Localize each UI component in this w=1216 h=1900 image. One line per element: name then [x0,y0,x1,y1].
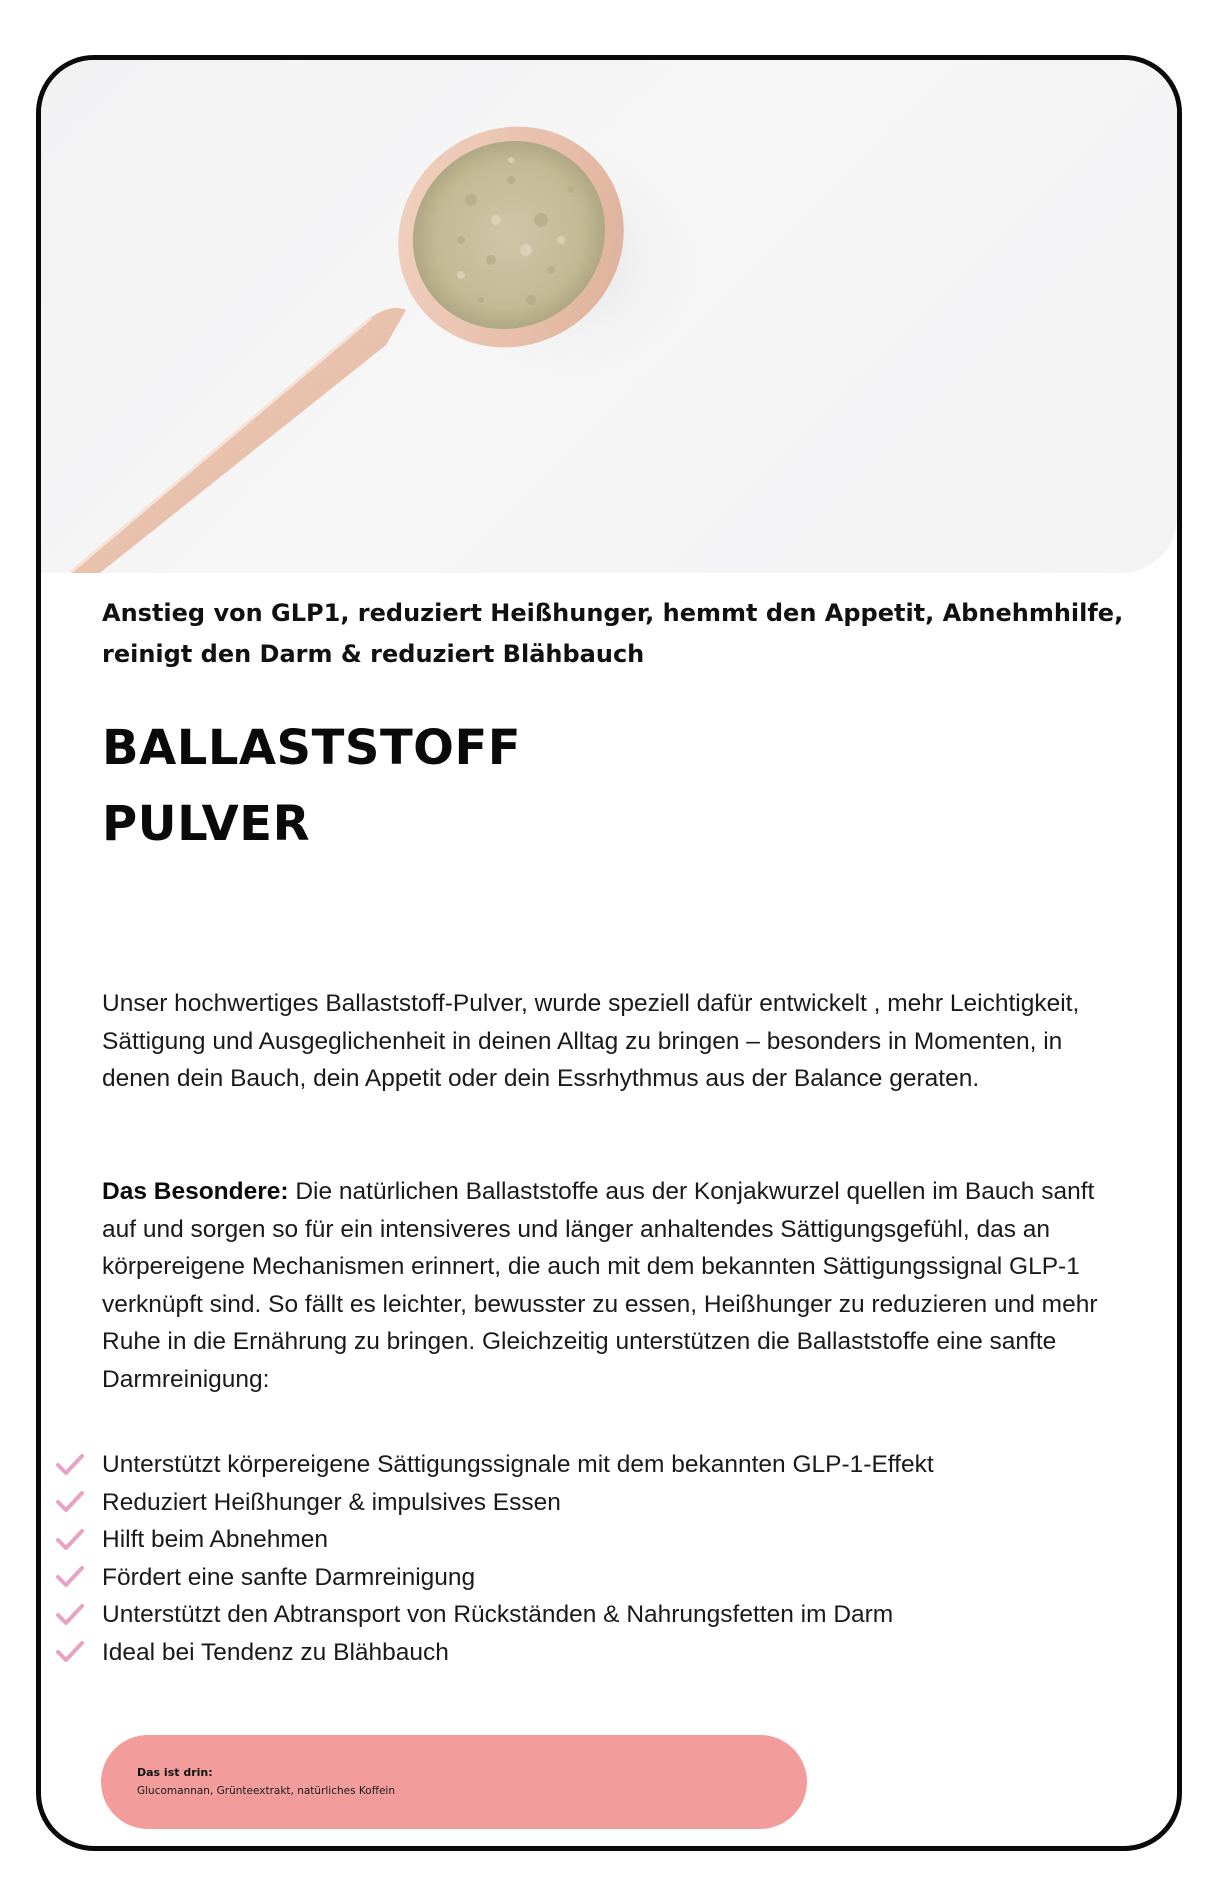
special-paragraph [102,1173,1132,1398]
check-icon [55,1640,85,1664]
product-claims: Anstieg von GLP1, reduziert Heißhunger, hemmt den Appetit, Abnehmhilfe, reinigt den Darm & reduziert Blähbauch [102,599,1124,668]
title-line-2: PULVER [102,796,311,852]
list-item [55,1634,934,1672]
benefit-text: Reduziert Heißhunger & impulsives Essen [102,1488,561,1516]
title-line-1: BALLASTSTOFF [102,720,522,776]
ingredients-label: Das ist drin: [137,1766,213,1779]
intro-paragraph: Unser hochwertiges Ballaststoff-Pulver, wurde speziell dafür entwickelt , mehr Leichtigkeit, Sättigung und Ausgeglichenheit in deinen Alltag zu bringen – besonders in Momenten, in denen dein Bauch, dein Appetit oder dein Essrhythmus aus der Balance geraten. [102,990,1080,1092]
page-title [102,710,521,862]
check-icon [55,1490,85,1514]
hero-image [41,60,1177,573]
special-text: Die natürlichen Ballaststoffe aus der Konjakwurzel quellen im Bauch sanft auf und sorgen so für ein intensiveres und länger anhaltendes Sättigungsgefühl, das an körpereigene Mechanismen erinnert, die auch mit dem bekannten Sättigungssignal GLP-1 verknüpft sind. So fällt es leichter, bewusster zu essen, Heißhunger zu reduzieren und mehr Ruhe in die Ernährung zu bringen. Gleichzeitig unterstützen die Ballaststoffe eine sanfte Darmreinigung: [102,1178,1098,1393]
benefit-text: Ideal bei Tendenz zu Blähbauch [102,1638,449,1666]
spoon-powder-illustration [41,60,1177,573]
check-icon [55,1603,85,1627]
list-item [55,1446,934,1484]
benefits-list [55,1446,934,1671]
benefit-text: Fördert eine sanfte Darmreinigung [102,1563,476,1591]
ingredients-text: Glucomannan, Grünteextrakt, natürliches Koffein [137,1785,395,1797]
benefit-text: Hilft beim Abnehmen [102,1526,329,1553]
list-item [55,1521,934,1559]
check-icon [55,1528,85,1552]
check-icon [55,1453,85,1477]
product-card [36,55,1182,1851]
check-icon [55,1565,85,1589]
list-item [55,1596,934,1634]
list-item [55,1559,934,1597]
benefit-text: Unterstützt körpereigene Sättigungssignale mit dem bekannten GLP-1-Effekt [102,1451,934,1478]
benefit-text: Unterstützt den Abtransport von Rückständen & Nahrungsfetten im Darm [102,1601,894,1628]
list-item [55,1484,934,1522]
special-label: Das Besondere: [102,1178,289,1205]
ingredients-badge [101,1735,807,1829]
